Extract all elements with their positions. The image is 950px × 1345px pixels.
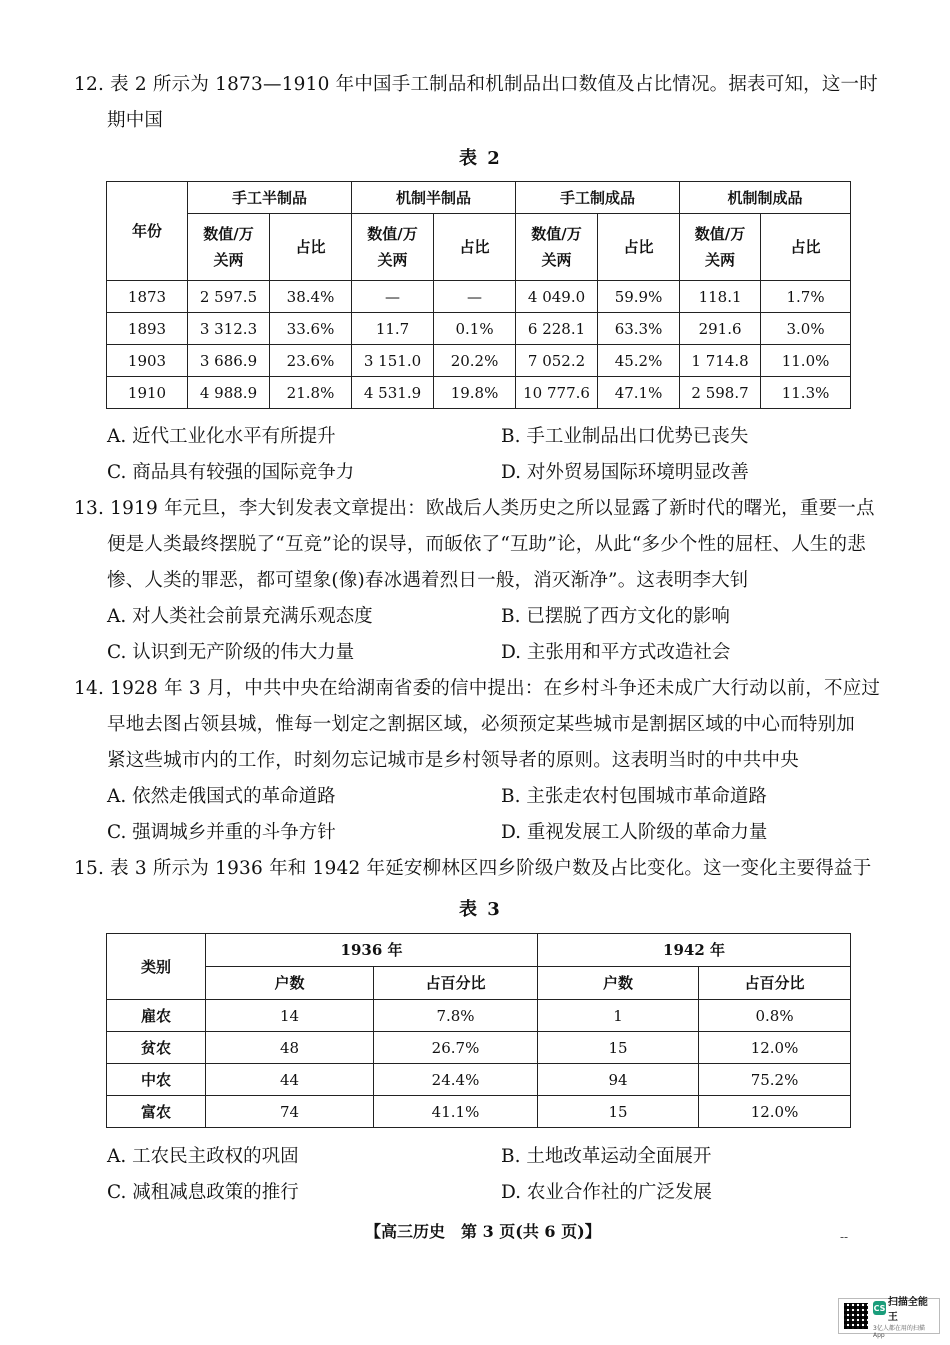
- table-cell: 2 598.7: [680, 377, 761, 409]
- table-cell: 1903: [107, 345, 188, 377]
- q13-option-c[interactable]: C. 认识到无产阶级的伟大力量: [107, 642, 355, 663]
- q12-stem-line-2: 期中国: [107, 110, 164, 131]
- table-cell: 1910: [107, 377, 188, 409]
- table-row: [107, 1032, 851, 1064]
- q12-option-b[interactable]: B. 手工业制品出口优势已丧失: [501, 426, 749, 447]
- table-cell: 7.8%: [374, 1000, 538, 1032]
- table-cell: 6 228.1: [516, 313, 598, 345]
- table-2-group-header: 手工制成品: [516, 182, 680, 214]
- value-header-line-1: 数值/万: [367, 225, 418, 243]
- table-cell: 12.0%: [699, 1096, 851, 1128]
- table-cell: 14: [206, 1000, 374, 1032]
- q12-option-d[interactable]: D. 对外贸易国际环境明显改善: [501, 462, 749, 483]
- table-2-group-header: 机制制成品: [680, 182, 851, 214]
- q13-stem-line-1: 13. 1919 年元旦，李大钊发表文章提出：欧战后人类历史之所以显露了新时代的曙光，重要一点: [74, 498, 875, 519]
- table-cell: 4 049.0: [516, 281, 598, 313]
- scanner-text: [873, 1293, 934, 1339]
- table-row: [107, 377, 851, 409]
- value-header-line-2: 关两: [213, 251, 244, 269]
- table-2-group-header: 手工半制品: [188, 182, 352, 214]
- table-row: [107, 281, 851, 313]
- q12-stem-line-1: 12. 表 2 所示为 1873—1910 年中国手工制品和机制品出口数值及占比情况。据表可知，这一时: [74, 74, 878, 95]
- table-3-households-header: 户数: [206, 967, 374, 1000]
- scanner-watermark: [838, 1297, 940, 1339]
- table-cell: 10 777.6: [516, 377, 598, 409]
- table-2-ratio-header: 占比: [270, 214, 352, 281]
- q12-option-c[interactable]: C. 商品具有较强的国际竞争力: [107, 462, 355, 483]
- table-cell: 63.3%: [598, 313, 680, 345]
- q14-stem-line-3: 紧这些城市内的工作，时刻勿忘记城市是乡村领导者的原则。这表明当时的中共中央: [107, 750, 799, 771]
- table-cell: 21.8%: [270, 377, 352, 409]
- table-cell: 291.6: [680, 313, 761, 345]
- table-cell: 贫农: [107, 1032, 206, 1064]
- q14-stem-line-2: 早地去图占领县城，惟每一划定之割据区域，必须预定某些城市是割据区域的中心而特别加: [107, 714, 856, 735]
- q13-option-b[interactable]: B. 已摆脱了西方文化的影响: [501, 606, 730, 627]
- table-cell: 3 151.0: [352, 345, 434, 377]
- table-cell: 4 531.9: [352, 377, 434, 409]
- table-cell: 47.1%: [598, 377, 680, 409]
- table-3-households-header: 户数: [538, 967, 699, 1000]
- table-row: [107, 1064, 851, 1096]
- table-cell: 15: [538, 1096, 699, 1128]
- q14-option-b[interactable]: B. 主张走农村包围城市革命道路: [501, 786, 767, 807]
- table-cell: 3 686.9: [188, 345, 270, 377]
- table-3-caption: 表 3: [459, 899, 502, 920]
- value-header-line-1: 数值/万: [203, 225, 254, 243]
- table-2-group-header: 机制半制品: [352, 182, 516, 214]
- q13-option-d[interactable]: D. 主张用和平方式改造社会: [501, 642, 731, 663]
- q14-stem-line-1: 14. 1928 年 3 月，中共中央在给湖南省委的信中提出：在乡村斗争还未成广大行动以前，不应过: [74, 678, 881, 699]
- q12-option-a[interactable]: A. 近代工业化水平有所提升: [107, 426, 336, 447]
- table-cell: 富农: [107, 1096, 206, 1128]
- table-2-value-header: [680, 214, 761, 281]
- table-cell: 23.6%: [270, 345, 352, 377]
- table-cell: 74: [206, 1096, 374, 1128]
- table-cell: 118.1: [680, 281, 761, 313]
- value-header-line-2: 关两: [541, 251, 572, 269]
- q15-option-b[interactable]: B. 土地改革运动全面展开: [501, 1146, 712, 1167]
- table-cell: 4 988.9: [188, 377, 270, 409]
- table-cell: 0.8%: [699, 1000, 851, 1032]
- q14-option-c[interactable]: C. 强调城乡并重的斗争方针: [107, 822, 336, 843]
- table-cell: 3.0%: [761, 313, 851, 345]
- table-cell: 1: [538, 1000, 699, 1032]
- q15-option-a[interactable]: A. 工农民主政权的巩固: [107, 1146, 299, 1167]
- table-3: [106, 933, 851, 1128]
- cs-logo-icon: CS: [873, 1301, 886, 1315]
- table-2-ratio-header: 占比: [434, 214, 516, 281]
- table-3-percent-header: 占百分比: [699, 967, 851, 1000]
- table-2-ratio-header: 占比: [761, 214, 851, 281]
- table-2-caption: 表 2: [459, 148, 502, 169]
- table-row: [107, 1096, 851, 1128]
- value-header-line-2: 关两: [705, 251, 736, 269]
- table-row: [107, 1000, 851, 1032]
- q15-option-d[interactable]: D. 农业合作社的广泛发展: [501, 1182, 712, 1203]
- table-cell: —: [352, 281, 434, 313]
- table-2-year-header: 年份: [107, 182, 188, 281]
- table-cell: 2 597.5: [188, 281, 270, 313]
- table-cell: 94: [538, 1064, 699, 1096]
- value-header-line-1: 数值/万: [694, 225, 746, 243]
- table-cell: 1873: [107, 281, 188, 313]
- table-cell: 15: [538, 1032, 699, 1064]
- table-row: [107, 313, 851, 345]
- table-cell: 44: [206, 1064, 374, 1096]
- q14-option-a[interactable]: A. 依然走俄国式的革命道路: [107, 786, 336, 807]
- table-cell: 38.4%: [270, 281, 352, 313]
- table-cell: 26.7%: [374, 1032, 538, 1064]
- table-cell: 19.8%: [434, 377, 516, 409]
- table-cell: 1 714.8: [680, 345, 761, 377]
- qr-code-icon: [844, 1303, 868, 1329]
- table-3-percent-header: 占百分比: [374, 967, 538, 1000]
- table-cell: 12.0%: [699, 1032, 851, 1064]
- table-cell: 20.2%: [434, 345, 516, 377]
- table-row: [107, 345, 851, 377]
- q13-stem-line-3: 惨、人类的罪恶，都可望象(像)春冰遇着烈日一般，消灭渐净”。这表明李大钊: [107, 570, 749, 591]
- q15-option-c[interactable]: C. 减租减息政策的推行: [107, 1182, 299, 1203]
- table-cell: 1893: [107, 313, 188, 345]
- table-cell: 1.7%: [761, 281, 851, 313]
- table-2-value-header: [516, 214, 598, 281]
- table-cell: 0.1%: [434, 313, 516, 345]
- table-2-value-header: [352, 214, 434, 281]
- q15-stem-line-1: 15. 表 3 所示为 1936 年和 1942 年延安柳林区四乡阶级户数及占比变化。这一变化主要得益于: [74, 858, 872, 879]
- table-cell: 7 052.2: [516, 345, 598, 377]
- table-cell: 75.2%: [699, 1064, 851, 1096]
- scanner-subtitle: 3亿人都在用的扫描App: [873, 1325, 925, 1339]
- table-2: [106, 181, 851, 409]
- q14-option-d[interactable]: D. 重视发展工人阶级的革命力量: [501, 822, 768, 843]
- table-cell: 中农: [107, 1064, 206, 1096]
- scanner-title: 扫描全能王: [887, 1297, 928, 1323]
- table-cell: 33.6%: [270, 313, 352, 345]
- corner-mark: --: [840, 1230, 849, 1244]
- table-cell: 41.1%: [374, 1096, 538, 1128]
- table-2-ratio-header: 占比: [598, 214, 680, 281]
- table-3-year-1936: 1936 年: [206, 934, 538, 967]
- q13-option-a[interactable]: A. 对人类社会前景充满乐观态度: [107, 606, 373, 627]
- q13-stem-line-2: 便是人类最终摆脱了“互竞”论的误导，而皈依了“互助”论，从此“多少个性的屈枉、人生的悲: [107, 534, 866, 555]
- table-cell: 雇农: [107, 1000, 206, 1032]
- table-cell: 48: [206, 1032, 374, 1064]
- table-cell: 45.2%: [598, 345, 680, 377]
- table-cell: —: [434, 281, 516, 313]
- table-cell: 3 312.3: [188, 313, 270, 345]
- table-cell: 11.7: [352, 313, 434, 345]
- table-cell: 11.0%: [761, 345, 851, 377]
- value-header-line-1: 数值/万: [531, 225, 582, 243]
- page-footer: 【高三历史 第 3 页(共 6 页)】: [365, 1222, 601, 1241]
- table-cell: 59.9%: [598, 281, 680, 313]
- table-cell: 11.3%: [761, 377, 851, 409]
- table-3-year-1942: 1942 年: [538, 934, 851, 967]
- table-3-category-header: 类别: [107, 934, 206, 1000]
- table-2-value-header: [188, 214, 270, 281]
- value-header-line-2: 关两: [377, 251, 408, 269]
- table-cell: 24.4%: [374, 1064, 538, 1096]
